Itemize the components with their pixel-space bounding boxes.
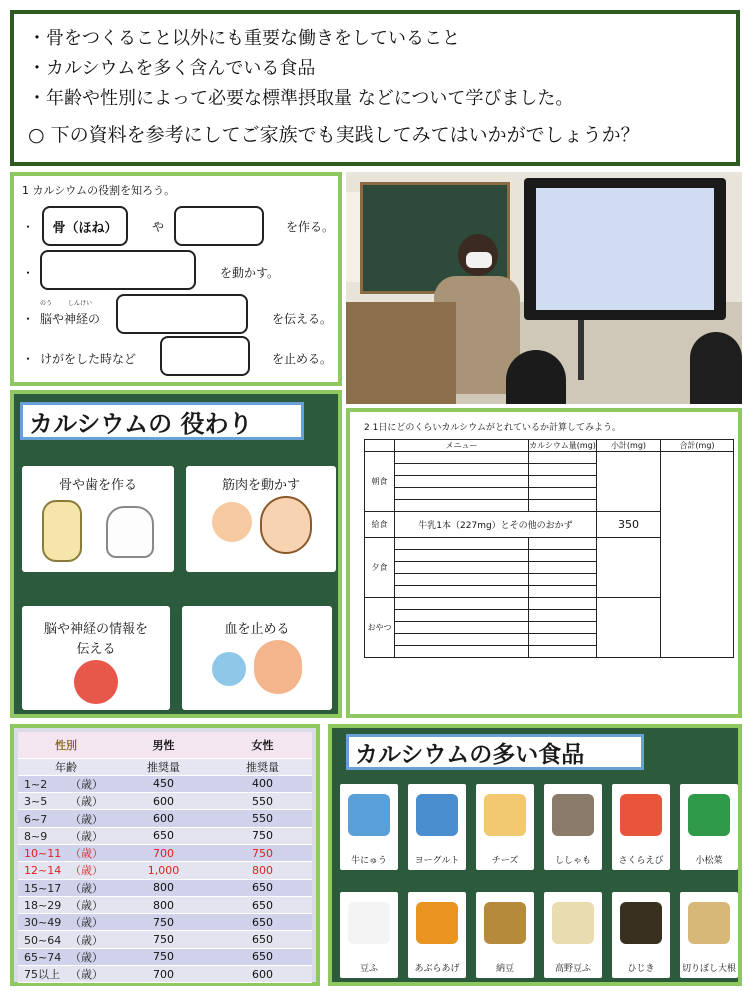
classroom-photo xyxy=(346,172,742,404)
male-value: 800 xyxy=(114,896,213,913)
age-cell: 3~5 （歳） xyxy=(18,793,114,810)
female-value: 550 xyxy=(213,793,312,810)
card-label: 脳や神経の情報を xyxy=(43,622,148,637)
food-card xyxy=(612,892,670,978)
card-nerves xyxy=(22,606,170,710)
intake-row xyxy=(18,844,312,861)
foods-banner: カルシウムの多い食品 xyxy=(346,734,644,770)
food-card xyxy=(680,784,738,870)
card-label: 血を止める xyxy=(224,622,290,637)
card-label: 骨や歯を作る xyxy=(58,478,137,493)
age-cell: 65~74 （歳） xyxy=(18,948,114,965)
food-card xyxy=(476,784,534,870)
male-value: 600 xyxy=(114,810,213,827)
wooden-cabinet xyxy=(346,302,456,404)
card-label: 筋肉を動かす xyxy=(221,478,300,493)
meal-dinner: 夕食 xyxy=(365,538,395,598)
intake-row xyxy=(18,948,312,965)
meal-snack: おやつ xyxy=(365,598,395,658)
food-image xyxy=(620,794,662,836)
intake-row xyxy=(18,966,312,983)
calc-table xyxy=(364,439,734,658)
male-value: 800 xyxy=(114,879,213,896)
age-cell: 30~49 （歳） xyxy=(18,914,114,931)
corner-cell xyxy=(365,440,395,452)
female-value: 750 xyxy=(213,844,312,861)
food-image xyxy=(348,902,390,944)
male-value: 600 xyxy=(114,793,213,810)
calcium-calc-sheet xyxy=(346,408,742,718)
food-image xyxy=(348,794,390,836)
food-label: 小松菜 xyxy=(695,856,723,866)
age-cell: 6~7 （歳） xyxy=(18,810,114,827)
food-label: 切りぼし大根 xyxy=(681,964,736,974)
row3-end: を伝える。 xyxy=(272,312,333,326)
food-label: 高野豆ふ xyxy=(554,964,591,974)
age-cell: 75以上 （歳） xyxy=(18,966,114,983)
roles-board xyxy=(10,390,342,718)
calc-title: 2 1日にどのくらいカルシウムがとれているか計算してみよう。 xyxy=(364,423,621,433)
bullet: ・ xyxy=(22,266,35,280)
monitor-stand xyxy=(578,320,584,380)
row3-start: 脳や神経の xyxy=(40,312,101,326)
female-value: 650 xyxy=(213,896,312,913)
student-2 xyxy=(690,332,742,404)
blood-cell-icon xyxy=(212,652,246,686)
bullet: ・ xyxy=(22,352,35,366)
food-label: あぶらあげ xyxy=(414,964,460,974)
hdr-age: 年齢 xyxy=(18,758,114,775)
food-card xyxy=(476,892,534,978)
intro-line-1: ・骨をつくること以外にも重要な働きをしていること xyxy=(28,28,460,49)
intake-row xyxy=(18,896,312,913)
bullet: ・ xyxy=(22,220,35,234)
food-image xyxy=(688,902,730,944)
food-image xyxy=(552,902,594,944)
intake-row xyxy=(18,810,312,827)
female-value: 600 xyxy=(213,966,312,983)
brain-icon xyxy=(74,660,118,704)
intro-line-2: ・カルシウムを多く含んでいる食品 xyxy=(28,58,316,79)
tooth-icon xyxy=(106,506,154,558)
lunch-subtotal: 350 xyxy=(597,512,661,538)
food-card xyxy=(612,784,670,870)
hdr-male: 男性 xyxy=(114,732,213,758)
female-value: 550 xyxy=(213,810,312,827)
ruby-nou: のう xyxy=(40,300,53,307)
intake-row xyxy=(18,862,312,879)
food-label: ししゃも xyxy=(554,856,591,866)
intake-row xyxy=(18,827,312,844)
female-value: 800 xyxy=(213,862,312,879)
meal-lunch: 給食 xyxy=(365,512,395,538)
col-subtotal: 小計(mg) xyxy=(597,440,661,452)
monitor-screen-table xyxy=(536,188,714,310)
answer-box-muscle xyxy=(40,250,196,290)
food-card xyxy=(680,892,738,978)
intake-row xyxy=(18,879,312,896)
student-head xyxy=(506,350,566,404)
row4-start: けがをした時など xyxy=(40,352,137,366)
male-value: 700 xyxy=(114,844,213,861)
food-label: チーズ xyxy=(491,856,519,866)
hdr-female: 女性 xyxy=(213,732,312,758)
food-image xyxy=(484,902,526,944)
food-image xyxy=(688,794,730,836)
col-calcium: カルシウム量(mg) xyxy=(529,441,596,450)
female-value: 650 xyxy=(213,879,312,896)
row2-end: を動かす。 xyxy=(220,266,280,280)
tv-monitor xyxy=(524,178,726,320)
intake-row xyxy=(18,931,312,948)
flexed-arm-icon xyxy=(212,502,252,542)
age-cell: 50~64 （歳） xyxy=(18,931,114,948)
food-image xyxy=(416,902,458,944)
food-image xyxy=(416,794,458,836)
age-cell: 10~11 （歳） xyxy=(18,844,114,861)
age-cell: 18~29 （歳） xyxy=(18,896,114,913)
age-cell: 12~14 （歳） xyxy=(18,862,114,879)
intake-row xyxy=(18,914,312,931)
age-cell: 15~17 （歳） xyxy=(18,879,114,896)
answer-box-teeth xyxy=(174,206,264,246)
card-bones-teeth xyxy=(22,466,174,572)
col-menu: メニュー xyxy=(395,440,529,452)
age-cell: 8~9 （歳） xyxy=(18,827,114,844)
intro-box xyxy=(10,10,740,166)
intake-row xyxy=(18,793,312,810)
card-muscle xyxy=(186,466,336,572)
female-value: 650 xyxy=(213,931,312,948)
worksheet-calcium-roles xyxy=(10,172,342,386)
hdr-rec-female: 推奨量 xyxy=(213,758,312,775)
male-value: 750 xyxy=(114,931,213,948)
card-blood xyxy=(182,606,332,710)
male-value: 750 xyxy=(114,914,213,931)
worksheet-title: 1 カルシウムの役割を知ろう。 xyxy=(22,184,176,197)
food-label: さくらえび xyxy=(618,856,664,866)
food-card xyxy=(340,784,398,870)
food-card xyxy=(544,784,602,870)
total-cell xyxy=(661,452,734,658)
meal-breakfast: 朝食 xyxy=(365,452,395,512)
food-label: 納豆 xyxy=(495,964,514,974)
food-label: 牛にゅう xyxy=(351,856,387,866)
foods-board xyxy=(328,724,742,986)
male-value: 700 xyxy=(114,966,213,983)
wall-cards xyxy=(346,192,360,282)
teacher-mask xyxy=(466,252,492,268)
female-value: 400 xyxy=(213,775,312,792)
female-value: 750 xyxy=(213,827,312,844)
ruby-shinkei: しんけい xyxy=(68,300,93,307)
food-card xyxy=(544,892,602,978)
food-label: ヨーグルト xyxy=(414,856,460,866)
female-value: 650 xyxy=(213,914,312,931)
male-value: 450 xyxy=(114,775,213,792)
food-card xyxy=(408,784,466,870)
bone-icon xyxy=(42,500,82,562)
col-total: 合計(mg) xyxy=(661,440,734,452)
girl-face-icon xyxy=(254,640,302,694)
bullet: ・ xyxy=(22,312,35,326)
female-value: 650 xyxy=(213,948,312,965)
food-label: 豆ふ xyxy=(359,964,378,974)
food-image xyxy=(484,794,526,836)
food-image xyxy=(552,794,594,836)
intake-row xyxy=(18,775,312,792)
food-label: ひじき xyxy=(627,964,655,974)
male-value: 650 xyxy=(114,827,213,844)
card-label-2: 伝える xyxy=(76,642,116,657)
intro-line-3: ・年齢や性別によって必要な標準摂取量 などについて学びました。 xyxy=(28,88,574,109)
roles-banner: カルシウムの 役わり xyxy=(20,402,304,440)
food-card xyxy=(340,892,398,978)
age-cell: 1~2 （歳） xyxy=(18,775,114,792)
intro-question: ○ 下の資料を参考にしてご家族でも実践してみてはいかがでしょうか？ xyxy=(28,124,640,146)
answer-box-nerve xyxy=(116,294,248,334)
lunch-menu: 牛乳1本（227mg）とその他のおかず xyxy=(395,512,597,538)
hdr-sex: 性別 xyxy=(18,732,114,758)
row1-mid: や xyxy=(152,220,165,234)
row1-end: を作る。 xyxy=(286,220,335,234)
hdr-rec-male: 推奨量 xyxy=(114,758,213,775)
intake-table-panel xyxy=(10,724,320,986)
answer-box-blood xyxy=(160,336,250,376)
answer-box-bone: 骨（ほね） xyxy=(42,206,128,246)
food-image xyxy=(620,902,662,944)
male-value: 1,000 xyxy=(114,862,213,879)
male-value: 750 xyxy=(114,948,213,965)
intake-table xyxy=(18,732,312,983)
row4-end: を止める。 xyxy=(272,352,333,366)
boy-face-icon xyxy=(260,496,312,554)
food-card xyxy=(408,892,466,978)
